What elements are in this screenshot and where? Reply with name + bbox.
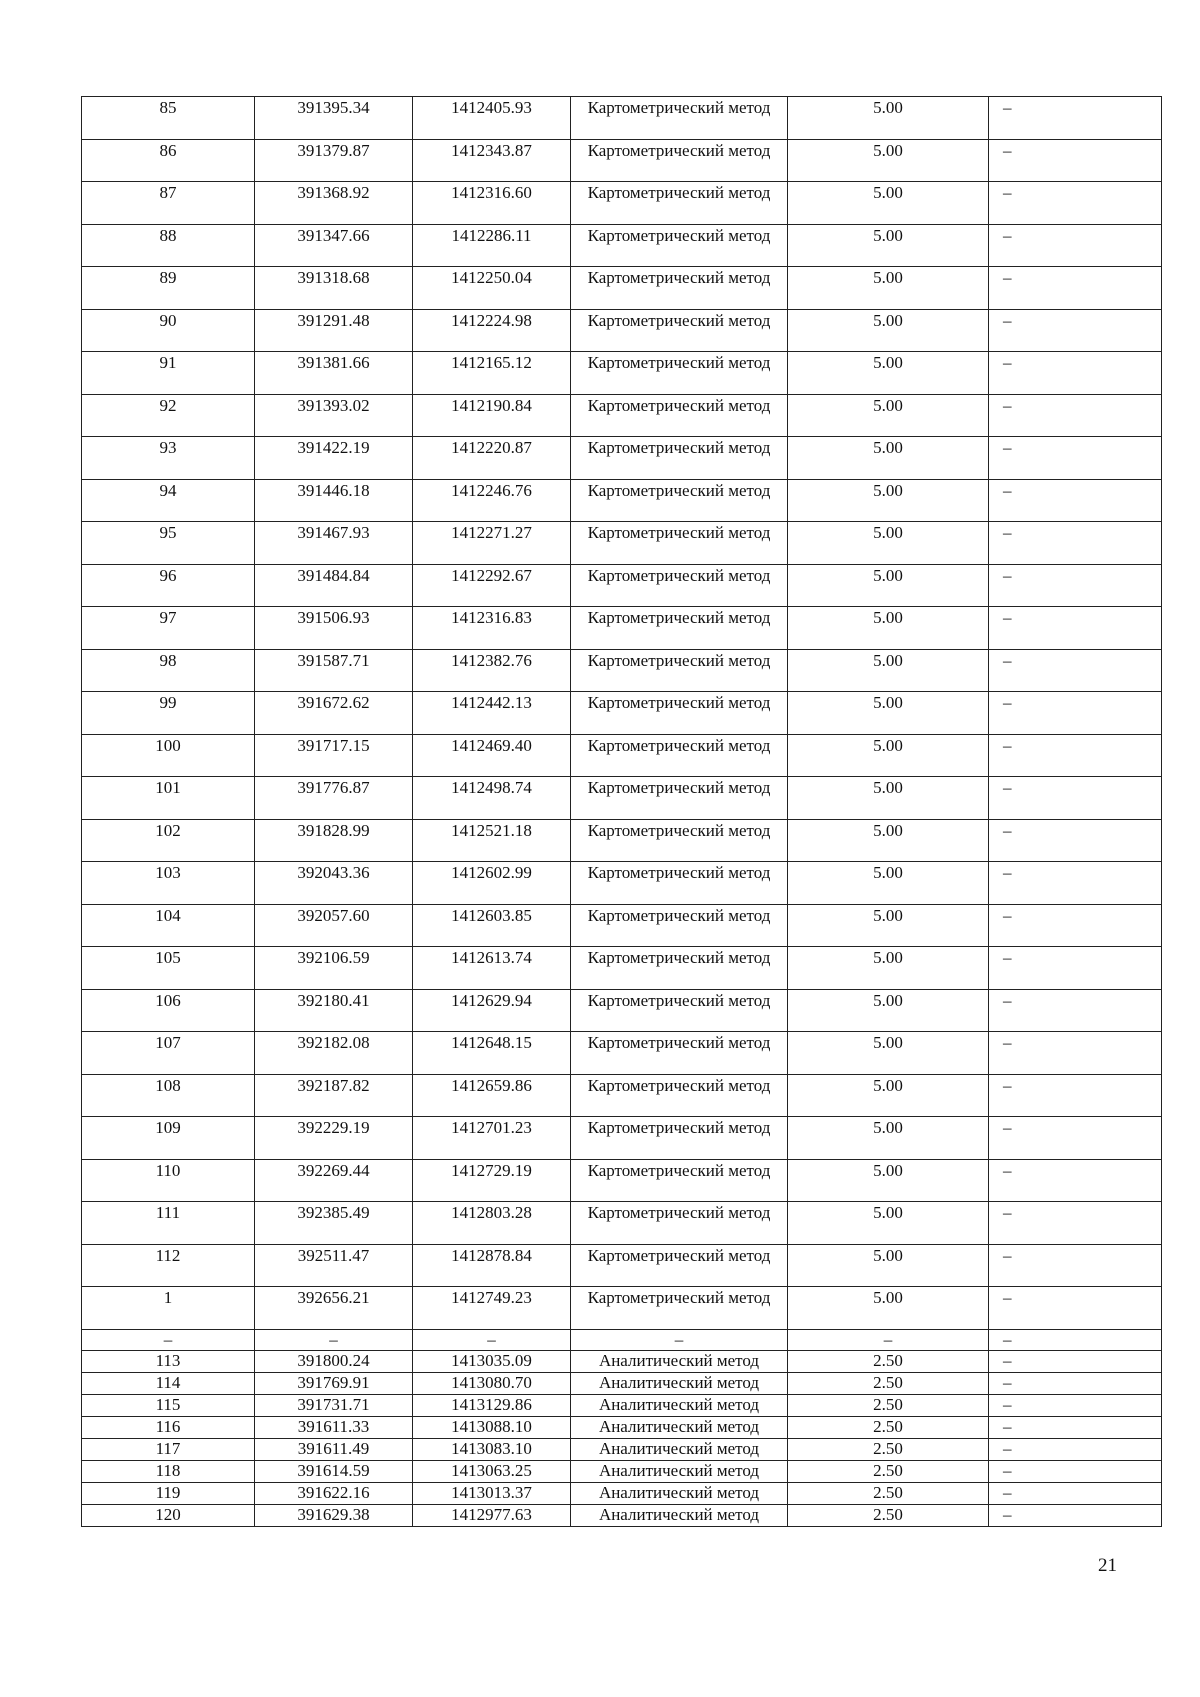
method-cell: Картометрический метод [571, 1032, 788, 1075]
y-coordinate-cell: 1412286.11 [413, 224, 571, 267]
point-number-cell: 117 [82, 1438, 255, 1460]
point-number-cell: 1 [82, 1287, 255, 1330]
y-coordinate-cell: – [413, 1329, 571, 1351]
note-cell: – [989, 1202, 1162, 1245]
table-row [82, 1351, 1162, 1373]
accuracy-cell: 5.00 [788, 777, 989, 820]
accuracy-cell: 5.00 [788, 649, 989, 692]
table-row [82, 1074, 1162, 1117]
note-cell: – [989, 947, 1162, 990]
method-cell: Аналитический метод [571, 1482, 788, 1504]
x-coordinate-cell: 391381.66 [255, 352, 413, 395]
x-coordinate-cell: 391800.24 [255, 1351, 413, 1373]
x-coordinate-cell: 391731.71 [255, 1395, 413, 1417]
y-coordinate-cell: 1412165.12 [413, 352, 571, 395]
point-number-cell: 93 [82, 437, 255, 480]
y-coordinate-cell: 1413013.37 [413, 1482, 571, 1504]
note-cell: – [989, 267, 1162, 310]
x-coordinate-cell: 391379.87 [255, 139, 413, 182]
y-coordinate-cell: 1412246.76 [413, 479, 571, 522]
method-cell: Картометрический метод [571, 139, 788, 182]
x-coordinate-cell: 392182.08 [255, 1032, 413, 1075]
accuracy-cell: 5.00 [788, 352, 989, 395]
method-cell: Картометрический метод [571, 607, 788, 650]
table-row [82, 1417, 1162, 1439]
table-row [82, 437, 1162, 480]
accuracy-cell: 5.00 [788, 1202, 989, 1245]
table-row [82, 1287, 1162, 1330]
y-coordinate-cell: 1413083.10 [413, 1438, 571, 1460]
table-row [82, 1329, 1162, 1351]
accuracy-cell: 5.00 [788, 607, 989, 650]
x-coordinate-cell: 391828.99 [255, 819, 413, 862]
y-coordinate-cell: 1412190.84 [413, 394, 571, 437]
accuracy-cell: 5.00 [788, 267, 989, 310]
point-number-cell: 99 [82, 692, 255, 735]
note-cell: – [989, 1351, 1162, 1373]
x-coordinate-cell: 391614.59 [255, 1460, 413, 1482]
x-coordinate-cell: 392385.49 [255, 1202, 413, 1245]
point-number-cell: 109 [82, 1117, 255, 1160]
accuracy-cell: 5.00 [788, 692, 989, 735]
table-row [82, 649, 1162, 692]
accuracy-cell: 5.00 [788, 182, 989, 225]
y-coordinate-cell: 1412878.84 [413, 1244, 571, 1287]
point-number-cell: 107 [82, 1032, 255, 1075]
note-cell: – [989, 1395, 1162, 1417]
table-row [82, 734, 1162, 777]
y-coordinate-cell: 1412316.83 [413, 607, 571, 650]
table-row [82, 607, 1162, 650]
method-cell: Картометрический метод [571, 224, 788, 267]
method-cell: Картометрический метод [571, 989, 788, 1032]
point-number-cell: 112 [82, 1244, 255, 1287]
method-cell: Картометрический метод [571, 564, 788, 607]
x-coordinate-cell: – [255, 1329, 413, 1351]
y-coordinate-cell: 1412316.60 [413, 182, 571, 225]
x-coordinate-cell: 392057.60 [255, 904, 413, 947]
table-row [82, 267, 1162, 310]
method-cell: Картометрический метод [571, 947, 788, 990]
note-cell: – [989, 777, 1162, 820]
point-number-cell: 108 [82, 1074, 255, 1117]
point-number-cell: – [82, 1329, 255, 1351]
x-coordinate-cell: 391629.38 [255, 1504, 413, 1526]
method-cell: Картометрический метод [571, 904, 788, 947]
y-coordinate-cell: 1412602.99 [413, 862, 571, 905]
page-number: 21 [1098, 1555, 1117, 1576]
x-coordinate-cell: 391611.49 [255, 1438, 413, 1460]
note-cell: – [989, 224, 1162, 267]
table-row [82, 97, 1162, 140]
point-number-cell: 90 [82, 309, 255, 352]
accuracy-cell: 5.00 [788, 139, 989, 182]
x-coordinate-cell: 391422.19 [255, 437, 413, 480]
table-row [82, 904, 1162, 947]
accuracy-cell: 5.00 [788, 97, 989, 140]
x-coordinate-cell: 391347.66 [255, 224, 413, 267]
table-row [82, 1117, 1162, 1160]
x-coordinate-cell: 391291.48 [255, 309, 413, 352]
method-cell: Картометрический метод [571, 97, 788, 140]
method-cell: Картометрический метод [571, 1117, 788, 1160]
accuracy-cell: 2.50 [788, 1482, 989, 1504]
point-number-cell: 91 [82, 352, 255, 395]
method-cell: Картометрический метод [571, 1159, 788, 1202]
accuracy-cell: 5.00 [788, 564, 989, 607]
point-number-cell: 87 [82, 182, 255, 225]
point-number-cell: 88 [82, 224, 255, 267]
method-cell: Картометрический метод [571, 649, 788, 692]
method-cell: Картометрический метод [571, 352, 788, 395]
x-coordinate-cell: 392187.82 [255, 1074, 413, 1117]
note-cell: – [989, 1438, 1162, 1460]
note-cell: – [989, 182, 1162, 225]
note-cell: – [989, 1117, 1162, 1160]
point-number-cell: 86 [82, 139, 255, 182]
accuracy-cell: 2.50 [788, 1417, 989, 1439]
method-cell: – [571, 1329, 788, 1351]
table-row [82, 479, 1162, 522]
table-row [82, 182, 1162, 225]
point-number-cell: 94 [82, 479, 255, 522]
method-cell: Картометрический метод [571, 267, 788, 310]
y-coordinate-cell: 1412613.74 [413, 947, 571, 990]
method-cell: Аналитический метод [571, 1438, 788, 1460]
point-number-cell: 114 [82, 1373, 255, 1395]
table-row [82, 139, 1162, 182]
point-number-cell: 118 [82, 1460, 255, 1482]
note-cell: – [989, 819, 1162, 862]
method-cell: Картометрический метод [571, 394, 788, 437]
y-coordinate-cell: 1412220.87 [413, 437, 571, 480]
method-cell: Картометрический метод [571, 1074, 788, 1117]
y-coordinate-cell: 1412659.86 [413, 1074, 571, 1117]
method-cell: Картометрический метод [571, 819, 788, 862]
note-cell: – [989, 479, 1162, 522]
method-cell: Аналитический метод [571, 1460, 788, 1482]
y-coordinate-cell: 1412729.19 [413, 1159, 571, 1202]
note-cell: – [989, 1417, 1162, 1439]
table-row [82, 1504, 1162, 1526]
y-coordinate-cell: 1412343.87 [413, 139, 571, 182]
accuracy-cell: 5.00 [788, 947, 989, 990]
note-cell: – [989, 1373, 1162, 1395]
note-cell: – [989, 1244, 1162, 1287]
point-number-cell: 103 [82, 862, 255, 905]
table-row [82, 352, 1162, 395]
table-row [82, 309, 1162, 352]
y-coordinate-cell: 1413088.10 [413, 1417, 571, 1439]
x-coordinate-cell: 391769.91 [255, 1373, 413, 1395]
y-coordinate-cell: 1412803.28 [413, 1202, 571, 1245]
table-row [82, 692, 1162, 735]
accuracy-cell: 5.00 [788, 394, 989, 437]
note-cell: – [989, 649, 1162, 692]
x-coordinate-cell: 391446.18 [255, 479, 413, 522]
y-coordinate-cell: 1412701.23 [413, 1117, 571, 1160]
method-cell: Картометрический метод [571, 777, 788, 820]
y-coordinate-cell: 1413063.25 [413, 1460, 571, 1482]
accuracy-cell: 5.00 [788, 734, 989, 777]
point-number-cell: 102 [82, 819, 255, 862]
y-coordinate-cell: 1412629.94 [413, 989, 571, 1032]
note-cell: – [989, 97, 1162, 140]
note-cell: – [989, 139, 1162, 182]
x-coordinate-cell: 391467.93 [255, 522, 413, 565]
y-coordinate-cell: 1412224.98 [413, 309, 571, 352]
x-coordinate-cell: 391368.92 [255, 182, 413, 225]
point-number-cell: 100 [82, 734, 255, 777]
table-row [82, 1460, 1162, 1482]
accuracy-cell: 5.00 [788, 989, 989, 1032]
method-cell: Картометрический метод [571, 734, 788, 777]
x-coordinate-cell: 391506.93 [255, 607, 413, 650]
note-cell: – [989, 1032, 1162, 1075]
note-cell: – [989, 734, 1162, 777]
x-coordinate-cell: 391717.15 [255, 734, 413, 777]
accuracy-cell: 2.50 [788, 1504, 989, 1526]
point-number-cell: 119 [82, 1482, 255, 1504]
table-row [82, 1159, 1162, 1202]
x-coordinate-cell: 392656.21 [255, 1287, 413, 1330]
point-number-cell: 115 [82, 1395, 255, 1417]
y-coordinate-cell: 1412498.74 [413, 777, 571, 820]
point-number-cell: 101 [82, 777, 255, 820]
point-number-cell: 98 [82, 649, 255, 692]
note-cell: – [989, 522, 1162, 565]
x-coordinate-cell: 391484.84 [255, 564, 413, 607]
x-coordinate-cell: 391672.62 [255, 692, 413, 735]
y-coordinate-cell: 1413129.86 [413, 1395, 571, 1417]
method-cell: Картометрический метод [571, 1202, 788, 1245]
method-cell: Аналитический метод [571, 1373, 788, 1395]
x-coordinate-cell: 391776.87 [255, 777, 413, 820]
accuracy-cell: 5.00 [788, 309, 989, 352]
y-coordinate-cell: 1413080.70 [413, 1373, 571, 1395]
table-body [82, 97, 1162, 1527]
accuracy-cell: 5.00 [788, 904, 989, 947]
y-coordinate-cell: 1412648.15 [413, 1032, 571, 1075]
table-row [82, 564, 1162, 607]
accuracy-cell: 5.00 [788, 1287, 989, 1330]
x-coordinate-cell: 391318.68 [255, 267, 413, 310]
table-row [82, 394, 1162, 437]
point-number-cell: 113 [82, 1351, 255, 1373]
accuracy-cell: 5.00 [788, 1159, 989, 1202]
point-number-cell: 85 [82, 97, 255, 140]
point-number-cell: 116 [82, 1417, 255, 1439]
table-row [82, 1032, 1162, 1075]
accuracy-cell: 5.00 [788, 819, 989, 862]
table-row [82, 1244, 1162, 1287]
method-cell: Картометрический метод [571, 437, 788, 480]
accuracy-cell: 2.50 [788, 1460, 989, 1482]
y-coordinate-cell: 1412442.13 [413, 692, 571, 735]
y-coordinate-cell: 1412749.23 [413, 1287, 571, 1330]
accuracy-cell: 5.00 [788, 437, 989, 480]
x-coordinate-cell: 391611.33 [255, 1417, 413, 1439]
note-cell: – [989, 862, 1162, 905]
point-number-cell: 92 [82, 394, 255, 437]
table-row [82, 1373, 1162, 1395]
table-row [82, 1438, 1162, 1460]
method-cell: Картометрический метод [571, 309, 788, 352]
table-row [82, 947, 1162, 990]
x-coordinate-cell: 391393.02 [255, 394, 413, 437]
note-cell: – [989, 1074, 1162, 1117]
note-cell: – [989, 1287, 1162, 1330]
point-number-cell: 110 [82, 1159, 255, 1202]
table-row [82, 819, 1162, 862]
method-cell: Аналитический метод [571, 1504, 788, 1526]
table-row [82, 989, 1162, 1032]
method-cell: Картометрический метод [571, 1244, 788, 1287]
note-cell: – [989, 1460, 1162, 1482]
x-coordinate-cell: 391587.71 [255, 649, 413, 692]
x-coordinate-cell: 392229.19 [255, 1117, 413, 1160]
method-cell: Аналитический метод [571, 1417, 788, 1439]
table-row [82, 1202, 1162, 1245]
y-coordinate-cell: 1412405.93 [413, 97, 571, 140]
note-cell: – [989, 1504, 1162, 1526]
note-cell: – [989, 352, 1162, 395]
table-row [82, 1395, 1162, 1417]
note-cell: – [989, 607, 1162, 650]
accuracy-cell: 5.00 [788, 1117, 989, 1160]
point-number-cell: 95 [82, 522, 255, 565]
accuracy-cell: 5.00 [788, 1032, 989, 1075]
accuracy-cell: 5.00 [788, 522, 989, 565]
x-coordinate-cell: 392043.36 [255, 862, 413, 905]
y-coordinate-cell: 1413035.09 [413, 1351, 571, 1373]
accuracy-cell: 2.50 [788, 1351, 989, 1373]
y-coordinate-cell: 1412521.18 [413, 819, 571, 862]
method-cell: Аналитический метод [571, 1351, 788, 1373]
method-cell: Картометрический метод [571, 862, 788, 905]
y-coordinate-cell: 1412250.04 [413, 267, 571, 310]
method-cell: Картометрический метод [571, 522, 788, 565]
note-cell: – [989, 564, 1162, 607]
accuracy-cell: 5.00 [788, 1074, 989, 1117]
table-row [82, 777, 1162, 820]
point-number-cell: 89 [82, 267, 255, 310]
point-number-cell: 97 [82, 607, 255, 650]
x-coordinate-cell: 392269.44 [255, 1159, 413, 1202]
x-coordinate-cell: 391395.34 [255, 97, 413, 140]
point-number-cell: 120 [82, 1504, 255, 1526]
point-number-cell: 96 [82, 564, 255, 607]
x-coordinate-cell: 391622.16 [255, 1482, 413, 1504]
y-coordinate-cell: 1412292.67 [413, 564, 571, 607]
y-coordinate-cell: 1412382.76 [413, 649, 571, 692]
note-cell: – [989, 692, 1162, 735]
table-row [82, 862, 1162, 905]
accuracy-cell: 2.50 [788, 1373, 989, 1395]
accuracy-cell: 5.00 [788, 224, 989, 267]
note-cell: – [989, 904, 1162, 947]
note-cell: – [989, 437, 1162, 480]
accuracy-cell: 5.00 [788, 479, 989, 522]
x-coordinate-cell: 392180.41 [255, 989, 413, 1032]
table-row [82, 1482, 1162, 1504]
accuracy-cell: 2.50 [788, 1395, 989, 1417]
accuracy-cell: 5.00 [788, 1244, 989, 1287]
method-cell: Картометрический метод [571, 692, 788, 735]
method-cell: Картометрический метод [571, 182, 788, 225]
point-number-cell: 105 [82, 947, 255, 990]
method-cell: Аналитический метод [571, 1395, 788, 1417]
method-cell: Картометрический метод [571, 1287, 788, 1330]
x-coordinate-cell: 392511.47 [255, 1244, 413, 1287]
note-cell: – [989, 1482, 1162, 1504]
note-cell: – [989, 1329, 1162, 1351]
coordinates-table [81, 96, 1162, 1527]
y-coordinate-cell: 1412603.85 [413, 904, 571, 947]
point-number-cell: 106 [82, 989, 255, 1032]
accuracy-cell: 5.00 [788, 862, 989, 905]
y-coordinate-cell: 1412469.40 [413, 734, 571, 777]
note-cell: – [989, 989, 1162, 1032]
point-number-cell: 111 [82, 1202, 255, 1245]
method-cell: Картометрический метод [571, 479, 788, 522]
y-coordinate-cell: 1412977.63 [413, 1504, 571, 1526]
y-coordinate-cell: 1412271.27 [413, 522, 571, 565]
note-cell: – [989, 309, 1162, 352]
note-cell: – [989, 394, 1162, 437]
note-cell: – [989, 1159, 1162, 1202]
x-coordinate-cell: 392106.59 [255, 947, 413, 990]
accuracy-cell: 2.50 [788, 1438, 989, 1460]
accuracy-cell: – [788, 1329, 989, 1351]
table-row [82, 224, 1162, 267]
point-number-cell: 104 [82, 904, 255, 947]
table-row [82, 522, 1162, 565]
